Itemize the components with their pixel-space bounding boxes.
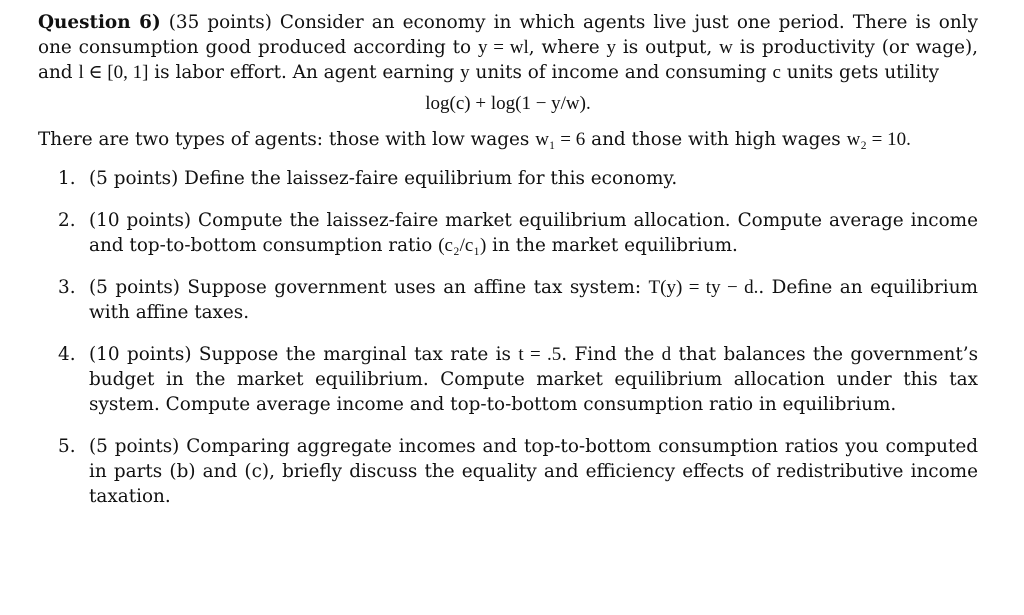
intro-text-4: is productivity (or wage), and xyxy=(38,37,979,83)
part-number: 4. xyxy=(58,344,76,365)
part-text: (5 points) Define the laissez-faire equilibrium for this economy. xyxy=(89,168,678,189)
intro-text-2: , where xyxy=(528,37,607,58)
low-wage: w₁ = 6 xyxy=(535,129,586,150)
part-5 xyxy=(38,434,978,509)
part-number: 5. xyxy=(58,436,76,457)
tax-function: T(y) = ty − d. xyxy=(648,277,759,298)
tax-rate: t = .5 xyxy=(518,344,562,365)
var-w: w xyxy=(719,37,733,58)
question-parts xyxy=(38,166,978,509)
var-y-2: y xyxy=(460,62,470,83)
part-number: 2. xyxy=(58,210,76,231)
question-intro xyxy=(38,10,978,85)
var-d: d xyxy=(661,344,672,365)
intro-text-5: is labor effort. An agent earning xyxy=(148,62,461,83)
part-3 xyxy=(38,275,978,325)
part-text: (10 points) Compute the laissez-faire market equilibrium allocation. Compute average income and top-to-bottom consumption ratio xyxy=(89,210,978,256)
labor-domain: l ∈ [0, 1] xyxy=(78,62,149,83)
part-4 xyxy=(38,342,978,417)
part-text: that balances the government’s budget in the market equilibrium. Compute market equilibrium allocation under this tax system. Compute average income and top-to-bottom consumption ratio in equilibrium. xyxy=(89,344,979,415)
high-wage: w₂ = 10. xyxy=(846,129,911,150)
var-y: y xyxy=(606,37,617,58)
intro-text-3: is output, xyxy=(616,37,720,58)
utility-equation: log(c) + log(1 − y/w). xyxy=(425,93,591,114)
question-label: Question 6) xyxy=(38,12,161,33)
part-text: . Find the xyxy=(561,344,662,365)
intro-text-6: units of income and consuming xyxy=(469,62,773,83)
intro-text-7: units gets utility xyxy=(780,62,939,83)
part-text: in the market equilibrium. xyxy=(486,235,738,256)
types-text-2: and those with high wages xyxy=(585,129,847,150)
part-text: (5 points) Comparing aggregate incomes and top-to-bottom consumption ratios you computed in parts (b) and (c), briefly discuss the equality and efficiency effects of redistributive income taxation. xyxy=(89,436,978,507)
part-text: (10 points) Suppose the marginal tax rate is xyxy=(89,344,519,365)
production-function: y = wl xyxy=(478,37,529,58)
part-number: 3. xyxy=(58,277,76,298)
question-page xyxy=(38,10,978,509)
agent-types xyxy=(38,127,978,152)
part-number: 1. xyxy=(58,168,76,189)
part-text: (5 points) Suppose government uses an affine tax system: xyxy=(89,277,649,298)
var-c: c xyxy=(772,62,781,83)
part-text: . Define an equilibrium with affine taxes. xyxy=(89,277,978,323)
part-2 xyxy=(38,208,978,258)
types-text-1: There are two types of agents: those with low wages xyxy=(38,129,536,150)
intro-text-1: (35 points) Consider an economy in which agents live just one period. There is only one consumption good produced according to xyxy=(38,12,978,58)
part-1 xyxy=(38,166,978,191)
consumption-ratio: (c₂/c₁) xyxy=(438,235,487,256)
